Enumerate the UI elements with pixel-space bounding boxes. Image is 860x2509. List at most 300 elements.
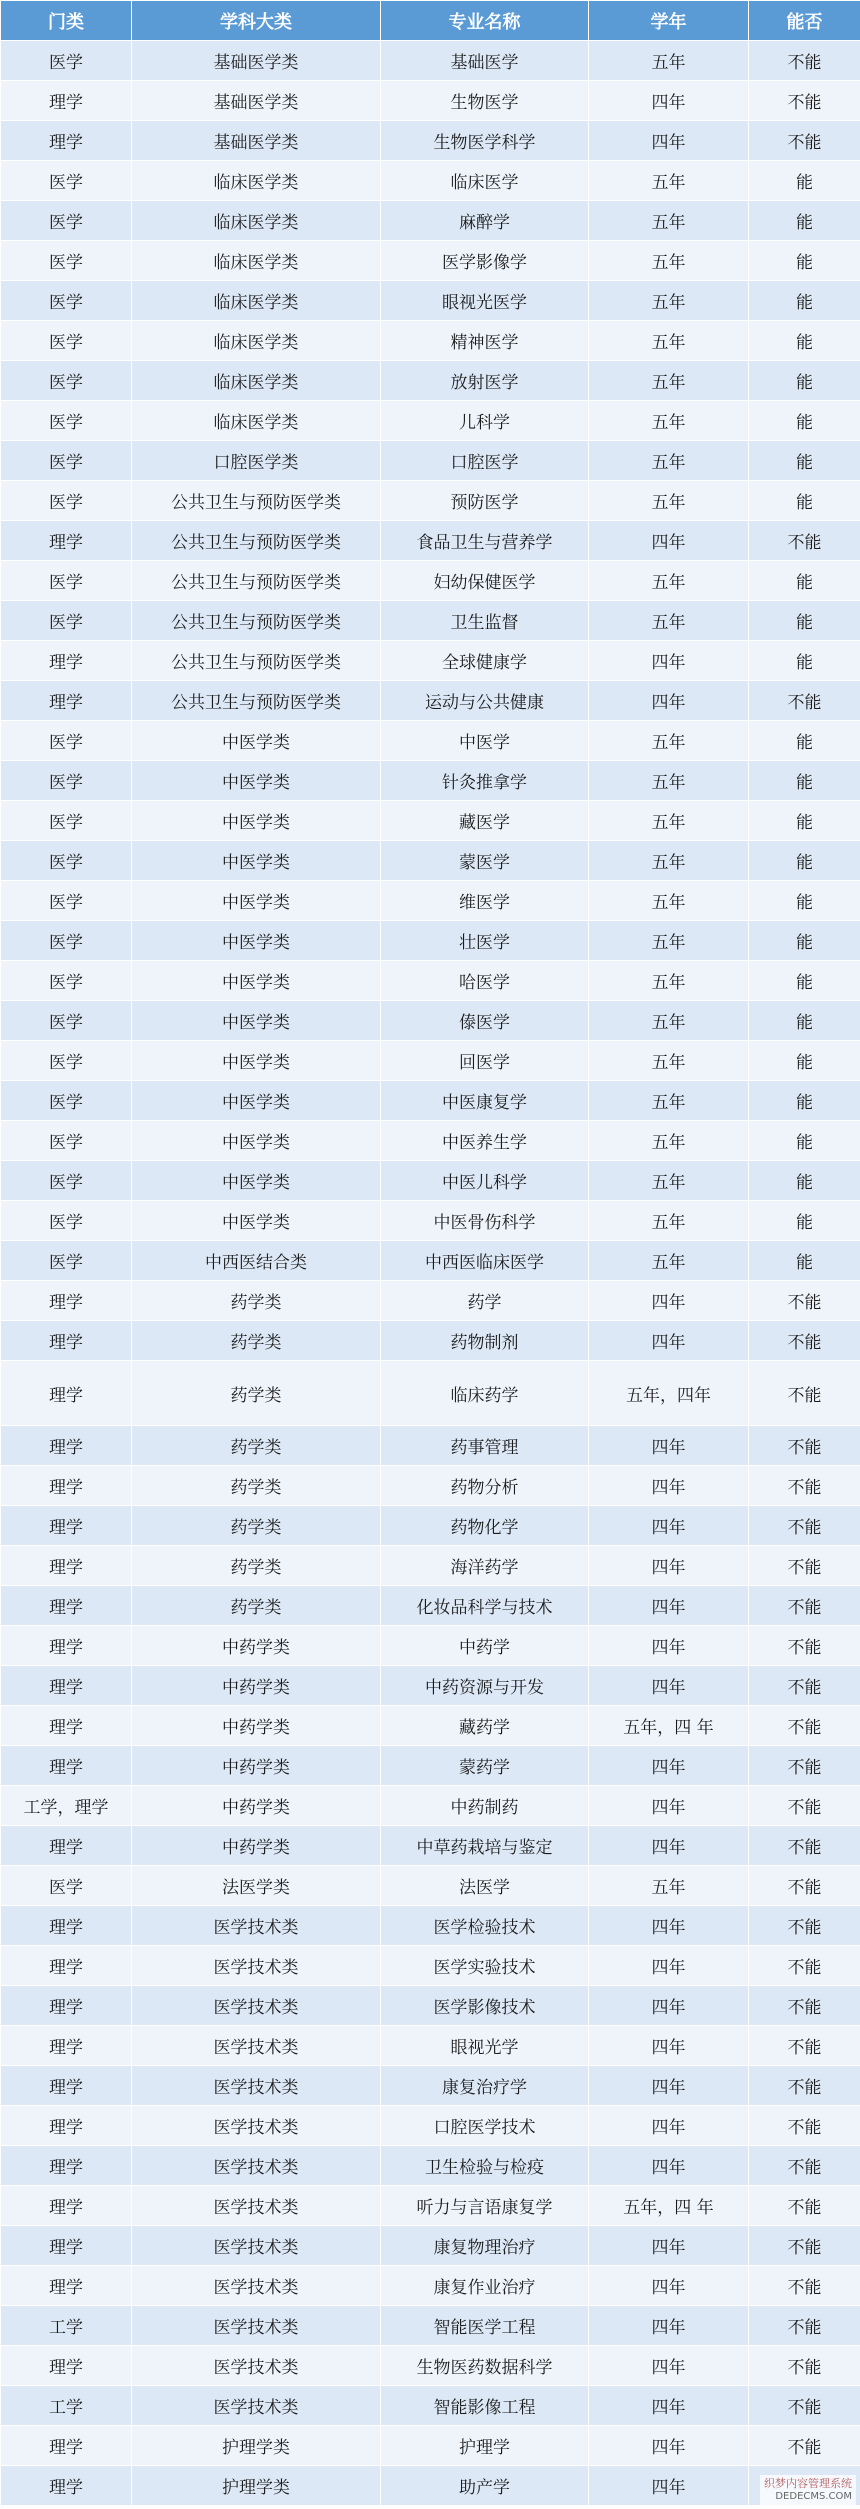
years-cell: 五年 (589, 441, 749, 481)
years-cell: 五年 (589, 601, 749, 641)
eligible-cell: 不能 (749, 1626, 860, 1666)
eligible-cell: 能 (749, 481, 860, 521)
major-cell: 藏药学 (381, 1706, 589, 1746)
major-cell: 药学 (381, 1281, 589, 1321)
discipline-cell: 临床医学类 (132, 401, 381, 441)
years-cell: 四年 (589, 681, 749, 721)
category-cell: 理学 (1, 1826, 132, 1866)
watermark-line2: DEDECMS.COM (775, 2491, 852, 2502)
eligible-cell: 不能 (749, 121, 860, 161)
years-cell: 四年 (589, 2146, 749, 2186)
table-row (1, 1986, 860, 2026)
category-cell: 医学 (1, 841, 132, 881)
table-row (1, 1946, 860, 1986)
table-row (1, 1041, 860, 1081)
category-cell: 医学 (1, 561, 132, 601)
years-cell: 四年 (589, 2066, 749, 2106)
discipline-cell: 医学技术类 (132, 2346, 381, 2386)
discipline-cell: 中医学类 (132, 1121, 381, 1161)
category-cell: 理学 (1, 1906, 132, 1946)
major-cell: 预防医学 (381, 481, 589, 521)
category-cell: 医学 (1, 401, 132, 441)
discipline-cell: 医学技术类 (132, 1906, 381, 1946)
discipline-cell: 药学类 (132, 1426, 381, 1466)
eligible-cell: 能 (749, 441, 860, 481)
major-cell: 口腔医学技术 (381, 2106, 589, 2146)
major-cell: 化妆品科学与技术 (381, 1586, 589, 1626)
table-row (1, 1321, 860, 1361)
category-cell: 医学 (1, 161, 132, 201)
eligible-cell: 不能 (749, 1986, 860, 2026)
major-cell: 智能影像工程 (381, 2386, 589, 2426)
eligible-cell: 能 (749, 961, 860, 1001)
table-row (1, 121, 860, 161)
eligible-cell: 能 (749, 561, 860, 601)
table-row (1, 2346, 860, 2386)
discipline-cell: 临床医学类 (132, 321, 381, 361)
table-row (1, 2466, 860, 2506)
category-cell: 理学 (1, 121, 132, 161)
years-cell: 五年 (589, 561, 749, 601)
major-cell: 康复物理治疗 (381, 2226, 589, 2266)
table-row (1, 1906, 860, 1946)
discipline-cell: 医学技术类 (132, 2106, 381, 2146)
category-cell: 医学 (1, 801, 132, 841)
table-row (1, 1866, 860, 1906)
discipline-cell: 临床医学类 (132, 281, 381, 321)
category-cell: 理学 (1, 1466, 132, 1506)
eligible-cell: 不能 (749, 1586, 860, 1626)
years-cell: 四年 (589, 2026, 749, 2066)
header-category: 门类 (1, 1, 132, 41)
major-cell: 哈医学 (381, 961, 589, 1001)
discipline-cell: 临床医学类 (132, 161, 381, 201)
table-row (1, 841, 860, 881)
table-row (1, 1001, 860, 1041)
discipline-cell: 中医学类 (132, 1201, 381, 1241)
major-cell: 医学影像学 (381, 241, 589, 281)
category-cell: 理学 (1, 1986, 132, 2026)
discipline-cell: 药学类 (132, 1546, 381, 1586)
years-cell: 四年 (589, 1281, 749, 1321)
discipline-cell: 药学类 (132, 1321, 381, 1361)
table-row (1, 561, 860, 601)
major-cell: 口腔医学 (381, 441, 589, 481)
table-row (1, 1426, 860, 1466)
years-cell: 四年 (589, 1626, 749, 1666)
eligible-cell: 能 (749, 1161, 860, 1201)
table-row (1, 1241, 860, 1281)
category-cell: 理学 (1, 1946, 132, 1986)
eligible-cell: 不能 (749, 1281, 860, 1321)
discipline-cell: 中医学类 (132, 1161, 381, 1201)
eligible-cell: 不能 (749, 2386, 860, 2426)
eligible-cell: 能 (749, 1241, 860, 1281)
table-row (1, 2146, 860, 2186)
major-cell: 妇幼保健医学 (381, 561, 589, 601)
category-cell: 医学 (1, 961, 132, 1001)
major-cell: 维医学 (381, 881, 589, 921)
eligible-cell: 不能 (749, 1546, 860, 1586)
years-cell: 四年 (589, 81, 749, 121)
years-cell: 五年 (589, 1041, 749, 1081)
category-cell: 理学 (1, 521, 132, 561)
table-row (1, 281, 860, 321)
table-row (1, 961, 860, 1001)
table-row (1, 521, 860, 561)
table-row (1, 2026, 860, 2066)
eligible-cell: 不能 (749, 2186, 860, 2226)
discipline-cell: 药学类 (132, 1466, 381, 1506)
years-cell: 四年 (589, 121, 749, 161)
years-cell: 五年 (589, 761, 749, 801)
major-cell: 回医学 (381, 1041, 589, 1081)
category-cell: 理学 (1, 2146, 132, 2186)
discipline-cell: 临床医学类 (132, 241, 381, 281)
eligible-cell: 能 (749, 1201, 860, 1241)
major-cell: 傣医学 (381, 1001, 589, 1041)
category-cell: 理学 (1, 1666, 132, 1706)
discipline-cell: 法医学类 (132, 1866, 381, 1906)
eligible-cell: 不能 (749, 1746, 860, 1786)
eligible-cell: 能 (749, 161, 860, 201)
major-cell: 壮医学 (381, 921, 589, 961)
years-cell: 四年 (589, 1466, 749, 1506)
years-cell: 四年 (589, 2306, 749, 2346)
years-cell: 五年 (589, 1001, 749, 1041)
eligible-cell: 不能 (749, 2346, 860, 2386)
category-cell: 理学 (1, 1586, 132, 1626)
category-cell: 理学 (1, 2266, 132, 2306)
header-years: 学年 (589, 1, 749, 41)
eligible-cell: 不能 (749, 2306, 860, 2346)
major-cell: 放射医学 (381, 361, 589, 401)
table-row (1, 1201, 860, 1241)
years-cell: 五年 (589, 321, 749, 361)
major-cell: 运动与公共健康 (381, 681, 589, 721)
header-major: 专业名称 (381, 1, 589, 41)
years-cell: 四年 (589, 1506, 749, 1546)
major-cell: 生物医学科学 (381, 121, 589, 161)
table-row (1, 401, 860, 441)
years-cell: 五年 (589, 801, 749, 841)
table-row (1, 1466, 860, 1506)
table-row (1, 2106, 860, 2146)
eligible-cell: 不能 (749, 1786, 860, 1826)
years-cell: 五年 (589, 401, 749, 441)
major-cell: 临床医学 (381, 161, 589, 201)
table-row (1, 641, 860, 681)
category-cell: 医学 (1, 321, 132, 361)
years-cell: 五年 (589, 1081, 749, 1121)
years-cell: 五年，四 年 (589, 1706, 749, 1746)
table-row (1, 1281, 860, 1321)
eligible-cell: 能 (749, 281, 860, 321)
table-row (1, 2386, 860, 2426)
major-cell: 眼视光学 (381, 2026, 589, 2066)
discipline-cell: 中药学类 (132, 1706, 381, 1746)
eligible-cell: 能 (749, 201, 860, 241)
eligible-cell: 不能 (749, 2146, 860, 2186)
category-cell: 工学 (1, 2386, 132, 2426)
discipline-cell: 公共卫生与预防医学类 (132, 521, 381, 561)
eligible-cell: 能 (749, 761, 860, 801)
eligible-cell: 不能 (749, 81, 860, 121)
years-cell: 五年 (589, 841, 749, 881)
category-cell: 理学 (1, 2106, 132, 2146)
category-cell: 医学 (1, 881, 132, 921)
category-cell: 理学 (1, 1361, 132, 1426)
table-row (1, 2226, 860, 2266)
category-cell: 理学 (1, 1626, 132, 1666)
discipline-cell: 医学技术类 (132, 1946, 381, 1986)
years-cell: 四年 (589, 2266, 749, 2306)
header-row (1, 1, 860, 41)
major-cell: 中医骨伤科学 (381, 1201, 589, 1241)
table-row (1, 1081, 860, 1121)
major-cell: 药物分析 (381, 1466, 589, 1506)
years-cell: 四年 (589, 2426, 749, 2466)
watermark-line1: 织梦内容管理系统 (764, 2477, 852, 2490)
major-cell: 针灸推拿学 (381, 761, 589, 801)
table-row (1, 1626, 860, 1666)
eligible-cell: 不能 (749, 1321, 860, 1361)
major-cell: 藏医学 (381, 801, 589, 841)
major-cell: 中西医临床医学 (381, 1241, 589, 1281)
major-cell: 眼视光医学 (381, 281, 589, 321)
discipline-cell: 护理学类 (132, 2426, 381, 2466)
table-row (1, 1161, 860, 1201)
table-row (1, 1506, 860, 1546)
eligible-cell: 不能 (749, 1946, 860, 1986)
table-row (1, 441, 860, 481)
major-cell: 医学实验技术 (381, 1946, 589, 1986)
table-row (1, 201, 860, 241)
eligible-cell: 不能 (749, 1666, 860, 1706)
years-cell: 五年 (589, 41, 749, 81)
discipline-cell: 中医学类 (132, 721, 381, 761)
major-cell: 康复治疗学 (381, 2066, 589, 2106)
discipline-cell: 基础医学类 (132, 81, 381, 121)
table-row (1, 921, 860, 961)
table-row (1, 2266, 860, 2306)
discipline-cell: 中医学类 (132, 801, 381, 841)
table-row (1, 721, 860, 761)
years-cell: 四年 (589, 1946, 749, 1986)
discipline-cell: 公共卫生与预防医学类 (132, 481, 381, 521)
table-row (1, 761, 860, 801)
years-cell: 五年 (589, 1161, 749, 1201)
eligible-cell: 能 (749, 361, 860, 401)
category-cell: 医学 (1, 361, 132, 401)
category-cell: 医学 (1, 1041, 132, 1081)
major-cell: 海洋药学 (381, 1546, 589, 1586)
category-cell: 医学 (1, 481, 132, 521)
major-cell: 中医学 (381, 721, 589, 761)
eligible-cell: 不能 (749, 1466, 860, 1506)
category-cell: 理学 (1, 1426, 132, 1466)
eligible-cell: 能 (749, 841, 860, 881)
major-cell: 药事管理 (381, 1426, 589, 1466)
category-cell: 理学 (1, 1706, 132, 1746)
years-cell: 五年 (589, 201, 749, 241)
major-cell: 中药资源与开发 (381, 1666, 589, 1706)
discipline-cell: 口腔医学类 (132, 441, 381, 481)
years-cell: 四年 (589, 1321, 749, 1361)
eligible-cell: 能 (749, 721, 860, 761)
major-cell: 麻醉学 (381, 201, 589, 241)
discipline-cell: 药学类 (132, 1506, 381, 1546)
discipline-cell: 医学技术类 (132, 2026, 381, 2066)
table-row (1, 1826, 860, 1866)
eligible-cell: 能 (749, 601, 860, 641)
eligible-cell: 不能 (749, 1906, 860, 1946)
table-row (1, 1666, 860, 1706)
eligible-cell: 能 (749, 641, 860, 681)
major-cell: 康复作业治疗 (381, 2266, 589, 2306)
major-cell: 蒙医学 (381, 841, 589, 881)
discipline-cell: 中药学类 (132, 1826, 381, 1866)
major-cell: 法医学 (381, 1866, 589, 1906)
category-cell: 理学 (1, 2226, 132, 2266)
eligible-cell: 不能 (749, 1826, 860, 1866)
category-cell: 医学 (1, 921, 132, 961)
discipline-cell: 医学技术类 (132, 2306, 381, 2346)
discipline-cell: 中医学类 (132, 921, 381, 961)
major-cell: 卫生监督 (381, 601, 589, 641)
category-cell: 医学 (1, 241, 132, 281)
discipline-cell: 中医学类 (132, 761, 381, 801)
table-row (1, 41, 860, 81)
category-cell: 医学 (1, 281, 132, 321)
table-row (1, 2066, 860, 2106)
years-cell: 四年 (589, 2346, 749, 2386)
table-row (1, 881, 860, 921)
table-row (1, 1361, 860, 1426)
years-cell: 四年 (589, 1786, 749, 1826)
major-cell: 中医养生学 (381, 1121, 589, 1161)
major-cell: 食品卫生与营养学 (381, 521, 589, 561)
discipline-cell: 中医学类 (132, 961, 381, 1001)
discipline-cell: 基础医学类 (132, 121, 381, 161)
major-cell: 临床药学 (381, 1361, 589, 1426)
years-cell: 五年 (589, 1121, 749, 1161)
discipline-cell: 中医学类 (132, 1081, 381, 1121)
table-row (1, 601, 860, 641)
major-cell: 中医儿科学 (381, 1161, 589, 1201)
discipline-cell: 公共卫生与预防医学类 (132, 681, 381, 721)
discipline-cell: 药学类 (132, 1586, 381, 1626)
eligible-cell: 能 (749, 321, 860, 361)
table-row (1, 481, 860, 521)
years-cell: 四年 (589, 1546, 749, 1586)
years-cell: 五年 (589, 161, 749, 201)
eligible-cell: 不能 (749, 41, 860, 81)
major-cell: 儿科学 (381, 401, 589, 441)
table-row (1, 1746, 860, 1786)
table-row (1, 2186, 860, 2226)
discipline-cell: 中西医结合类 (132, 1241, 381, 1281)
years-cell: 五年，四 年 (589, 2186, 749, 2226)
discipline-cell: 医学技术类 (132, 2146, 381, 2186)
years-cell: 四年 (589, 521, 749, 561)
table-row (1, 1546, 860, 1586)
table-row (1, 161, 860, 201)
discipline-cell: 医学技术类 (132, 2266, 381, 2306)
eligible-cell: 不能 (749, 1706, 860, 1746)
category-cell: 理学 (1, 2466, 132, 2506)
discipline-cell: 公共卫生与预防医学类 (132, 601, 381, 641)
years-cell: 五年 (589, 481, 749, 521)
major-cell: 蒙药学 (381, 1746, 589, 1786)
years-cell: 四年 (589, 1986, 749, 2026)
discipline-cell: 药学类 (132, 1361, 381, 1426)
category-cell: 理学 (1, 641, 132, 681)
table-row (1, 2426, 860, 2466)
years-cell: 五年 (589, 361, 749, 401)
category-cell: 医学 (1, 721, 132, 761)
eligible-cell: 不能 (749, 1361, 860, 1426)
major-cell: 全球健康学 (381, 641, 589, 681)
table-row (1, 1706, 860, 1746)
table-header (1, 1, 860, 41)
major-cell: 卫生检验与检疫 (381, 2146, 589, 2186)
discipline-cell: 临床医学类 (132, 361, 381, 401)
table-row (1, 361, 860, 401)
major-cell: 中药制药 (381, 1786, 589, 1826)
discipline-cell: 中药学类 (132, 1786, 381, 1826)
years-cell: 四年 (589, 2226, 749, 2266)
category-cell: 医学 (1, 441, 132, 481)
major-cell: 中药学 (381, 1626, 589, 1666)
discipline-cell: 医学技术类 (132, 2066, 381, 2106)
eligible-cell: 不能 (749, 2266, 860, 2306)
table-row (1, 321, 860, 361)
category-cell: 医学 (1, 761, 132, 801)
years-cell: 五年 (589, 961, 749, 1001)
category-cell: 理学 (1, 681, 132, 721)
category-cell: 医学 (1, 1081, 132, 1121)
discipline-cell: 中医学类 (132, 841, 381, 881)
discipline-cell: 中医学类 (132, 1001, 381, 1041)
discipline-cell: 中医学类 (132, 1041, 381, 1081)
major-cell: 中草药栽培与鉴定 (381, 1826, 589, 1866)
major-cell: 护理学 (381, 2426, 589, 2466)
major-cell: 医学影像技术 (381, 1986, 589, 2026)
eligible-cell: 能 (749, 1041, 860, 1081)
discipline-cell: 药学类 (132, 1281, 381, 1321)
years-cell: 五年 (589, 1866, 749, 1906)
eligible-cell: 不能 (749, 681, 860, 721)
discipline-cell: 护理学类 (132, 2466, 381, 2506)
discipline-cell: 公共卫生与预防医学类 (132, 561, 381, 601)
eligible-cell: 不能 (749, 1426, 860, 1466)
years-cell: 四年 (589, 2386, 749, 2426)
years-cell: 四年 (589, 641, 749, 681)
category-cell: 医学 (1, 41, 132, 81)
category-cell: 理学 (1, 1746, 132, 1786)
eligible-cell: 能 (749, 881, 860, 921)
category-cell: 医学 (1, 1241, 132, 1281)
eligible-cell: 不能 (749, 521, 860, 561)
category-cell: 理学 (1, 2026, 132, 2066)
major-cell: 生物医药数据科学 (381, 2346, 589, 2386)
category-cell: 理学 (1, 1321, 132, 1361)
years-cell: 四年 (589, 1826, 749, 1866)
table-row (1, 81, 860, 121)
years-cell: 四年 (589, 2466, 749, 2506)
table-row (1, 241, 860, 281)
